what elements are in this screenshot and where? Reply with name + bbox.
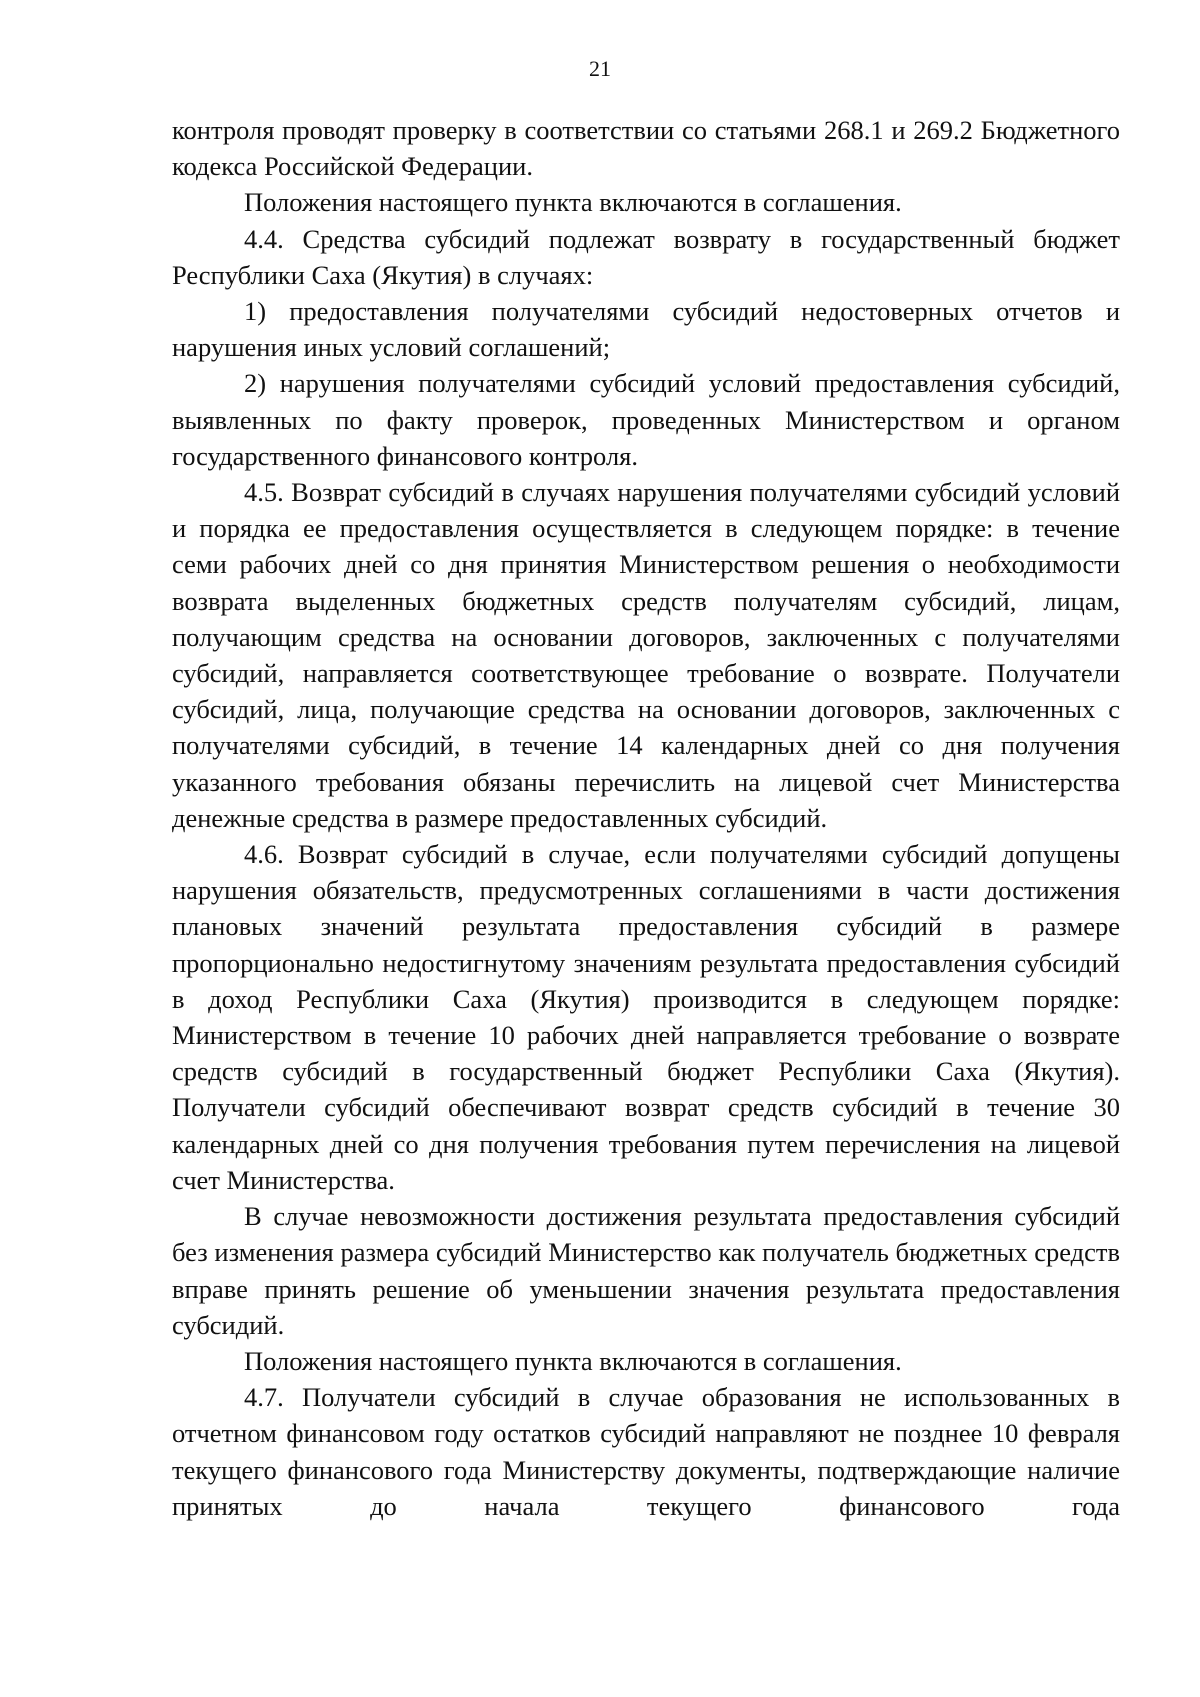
paragraph-4-7: 4.7. Получатели субсидий в случае образования не использованных в отчетном финансовом году остатков субсидий направляют не позднее 10 февраля текущего финансового года Министерству документы, подтверждающие наличие принятых до начала текущего финансового года — [172, 1382, 1120, 1521]
paragraph-4-4-item-2: 2) нарушения получателями субсидий условий предоставления субсидий, выявленных по факту проверок, проведенных Министерством и органом государственного финансового контроля. — [172, 368, 1120, 471]
paragraph-provisions-note: Положения настоящего пункта включаются в соглашения. — [244, 187, 902, 218]
paragraph-4-4: 4.4. Средства субсидий подлежат возврату в государственный бюджет Республики Саха (Якутия) в случаях: — [172, 223, 1120, 290]
paragraph-provisions-note-2: Положения настоящего пункта включаются в соглашения. — [244, 1345, 902, 1376]
paragraph-continuation: контроля проводят проверку в соответствии со статьями 268.1 и 269.2 Бюджетного кодекса Российской Федерации. — [172, 115, 1120, 182]
paragraph-4-6: 4.6. Возврат субсидий в случае, если получателями субсидий допущены нарушения обязательств, предусмотренных соглашениями в части достижения плановых значений результата предоставления субсидий в размере пропорционально недостигнутому значениям результата предоставления субсидий в доход Республики Саха (Якутия) производится в следующем порядке: Министерством в течение 10 рабочих дней направляется требование о возврате средств субсидий в государственный бюджет Республики Саха (Якутия). Получатели субсидий обеспечивают возврат средств субсидий в течение 30 календарных дней со дня получения требования путем перечисления на лицевой счет Министерства. — [172, 839, 1120, 1195]
paragraph-4-4-item-1: 1) предоставления получателями субсидий недостоверных отчетов и нарушения иных условий соглашений; — [172, 296, 1120, 363]
paragraph-4-6-impossibility: В случае невозможности достижения результата предоставления субсидий без изменения размера субсидий Министерство как получатель бюджетных средств вправе принять решение об уменьшении значения результата предоставления субсидий. — [172, 1201, 1120, 1340]
paragraph-4-5: 4.5. Возврат субсидий в случаях нарушения получателями субсидий условий и порядка ее предоставления осуществляется в следующем порядке: в течение семи рабочих дней со дня принятия Министерством решения о необходимости возврата выделенных бюджетных средств получателям субсидий, лицам, получающим средства на основании договоров, заключенных с получателями субсидий, направляется соответствующее требование о возврате. Получатели субсидий, лица, получающие средства на основании договоров, заключенных с получателями субсидий, в течение 14 календарных дней со дня получения указанного требования обязаны перечислить на лицевой счет Министерства денежные средства в размере предоставленных субсидий. — [172, 477, 1120, 833]
page-number: 21 — [589, 56, 611, 81]
document-body — [172, 112, 1120, 1524]
